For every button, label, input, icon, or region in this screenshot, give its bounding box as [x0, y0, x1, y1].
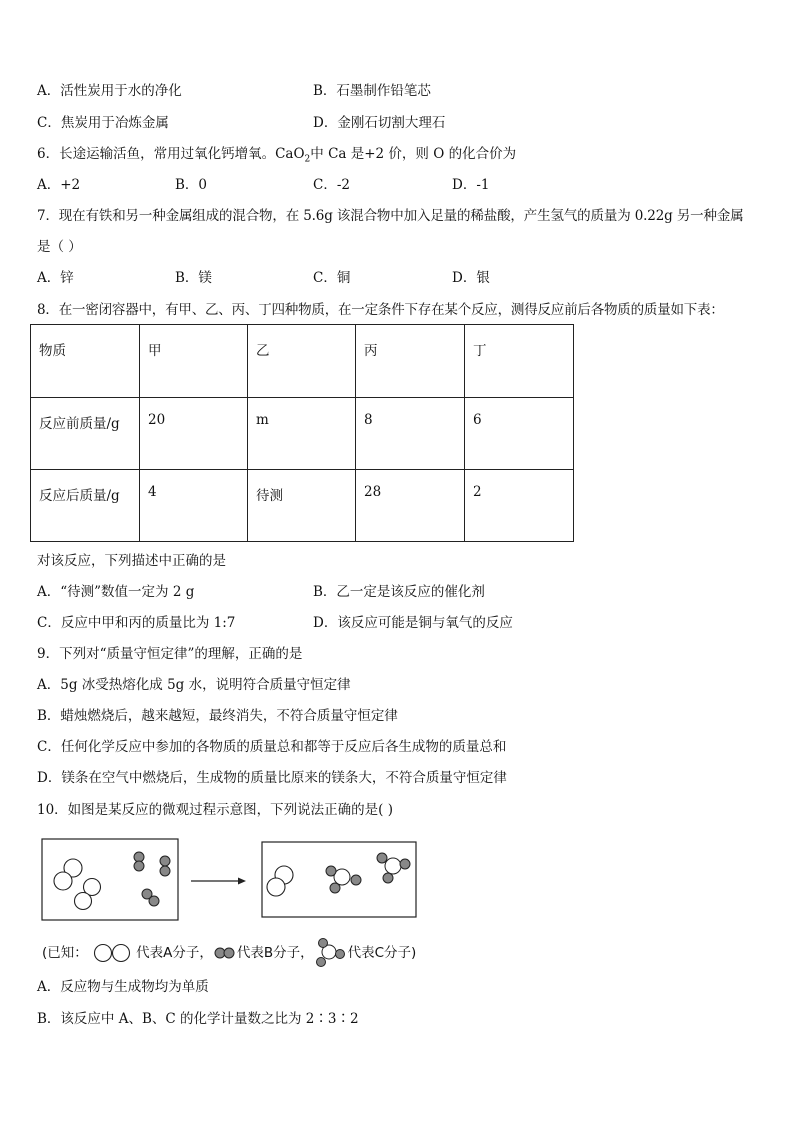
q8-option-c: C．反应中甲和丙的质量比为 1:7	[37, 615, 236, 631]
q5-option-d: D．金刚石切割大理石	[313, 115, 446, 131]
molecule-a-icon	[54, 859, 82, 890]
q7-option-c: C．铜	[313, 270, 351, 286]
q7-option-a: A．锌	[37, 270, 74, 286]
q8-option-a: A．“待测”数值一定为 2 g	[37, 584, 195, 600]
q10-option-a: A．反应物与生成物均为单质	[37, 979, 209, 995]
q10-option-b: B．该反应中 A、B、C 的化学计量数之比为 2∶3∶2	[37, 1011, 359, 1027]
table-header-cell: 乙	[248, 325, 356, 398]
q9-option-d: D．镁条在空气中燃烧后，生成物的质量比原来的镁条大，不符合质量守恒定律	[37, 770, 507, 786]
q7-option-b: B．镁	[175, 270, 212, 286]
q7-stem-line2: 是（ ）	[37, 239, 82, 255]
molecule-b-icon	[213, 943, 237, 963]
q6-option-c: C．-2	[313, 177, 350, 193]
q6-option-b: B．0	[175, 177, 208, 193]
table-cell: 28	[356, 470, 465, 542]
reaction-arrow-icon	[191, 878, 246, 885]
table-cell: 2	[465, 470, 574, 542]
q5-option-b: B．石墨制作铅笔芯	[313, 83, 431, 99]
q8-stem: 8．在一密闭容器中，有甲、乙、丙、丁四种物质，在一定条件下存在某个反应，测得反应前后各物质的质量如下表：	[37, 302, 724, 318]
table-header-cell: 丙	[356, 325, 465, 398]
table-cell: 20	[140, 398, 248, 470]
q9-stem: 9．下列对“质量守恒定律”的理解，正确的是	[37, 646, 303, 662]
table-cell: 反应前质量/g	[31, 398, 140, 470]
q5-option-a: A．活性炭用于水的净化	[37, 83, 182, 99]
table-cell: 6	[465, 398, 574, 470]
q7-option-d: D．银	[452, 270, 490, 286]
q7-stem-line1: 7．现在有铁和另一种金属组成的混合物，在 5.6g 该混合物中加入足量的稀盐酸，产生氢气的质量为 0.22g 另一种金属	[37, 208, 744, 224]
q6-stem-sub: 2	[304, 154, 311, 165]
table-cell: 反应后质量/g	[31, 470, 140, 542]
legend-b-text: 代表B分子，	[236, 945, 314, 961]
legend-c-text: 代表C分子)	[347, 945, 417, 961]
molecule-b-icon	[142, 889, 159, 906]
table-header-cell: 丁	[465, 325, 574, 398]
table-header-cell: 甲	[140, 325, 248, 398]
q6-stem-pre: 6．长途运输活鱼，常用过氧化钙增氧。CaO	[37, 146, 305, 162]
molecule-a-icon	[92, 943, 136, 963]
q8-option-d: D．该反应可能是铜与氧气的反应	[313, 615, 513, 631]
table-cell: 待测	[248, 470, 356, 542]
table-header-cell: 物质	[31, 325, 140, 398]
q9-option-c: C．任何化学反应中参加的各物质的质量总和都等于反应后各生成物的质量总和	[37, 739, 507, 755]
diagram-legend	[42, 938, 416, 968]
legend-prefix: (已知：	[42, 945, 88, 961]
q5-option-c: C．焦炭用于冶炼金属	[37, 115, 169, 131]
legend-a-text: 代表A分子，	[136, 945, 213, 961]
q8-option-b: B．乙一定是该反应的催化剂	[313, 584, 485, 600]
molecule-b-icon	[134, 852, 144, 871]
table-cell: 8	[356, 398, 465, 470]
molecule-c-icon	[377, 853, 410, 883]
molecule-c-icon	[314, 938, 348, 968]
table-cell: m	[248, 398, 356, 470]
q6-option-d: D．-1	[452, 177, 490, 193]
q6-stem-post: 中 Ca 是+2 价，则 O 的化合价为	[310, 146, 517, 162]
molecule-c-icon	[326, 866, 361, 893]
molecule-a-icon	[75, 879, 101, 910]
table-cell: 4	[140, 470, 248, 542]
q6-option-a: A．+2	[37, 177, 81, 193]
q9-option-a: A．5g 冰受热熔化成 5g 水，说明符合质量守恒定律	[37, 677, 351, 693]
q9-option-b: B．蜡烛燃烧后，越来越短，最终消失，不符合质量守恒定律	[37, 708, 398, 724]
q8-prompt: 对该反应，下列描述中正确的是	[37, 553, 226, 569]
molecule-b-icon	[160, 856, 170, 876]
molecule-a-icon	[267, 866, 293, 896]
q10-stem: 10．如图是某反应的微观过程示意图，下列说法正确的是( )	[37, 802, 394, 818]
